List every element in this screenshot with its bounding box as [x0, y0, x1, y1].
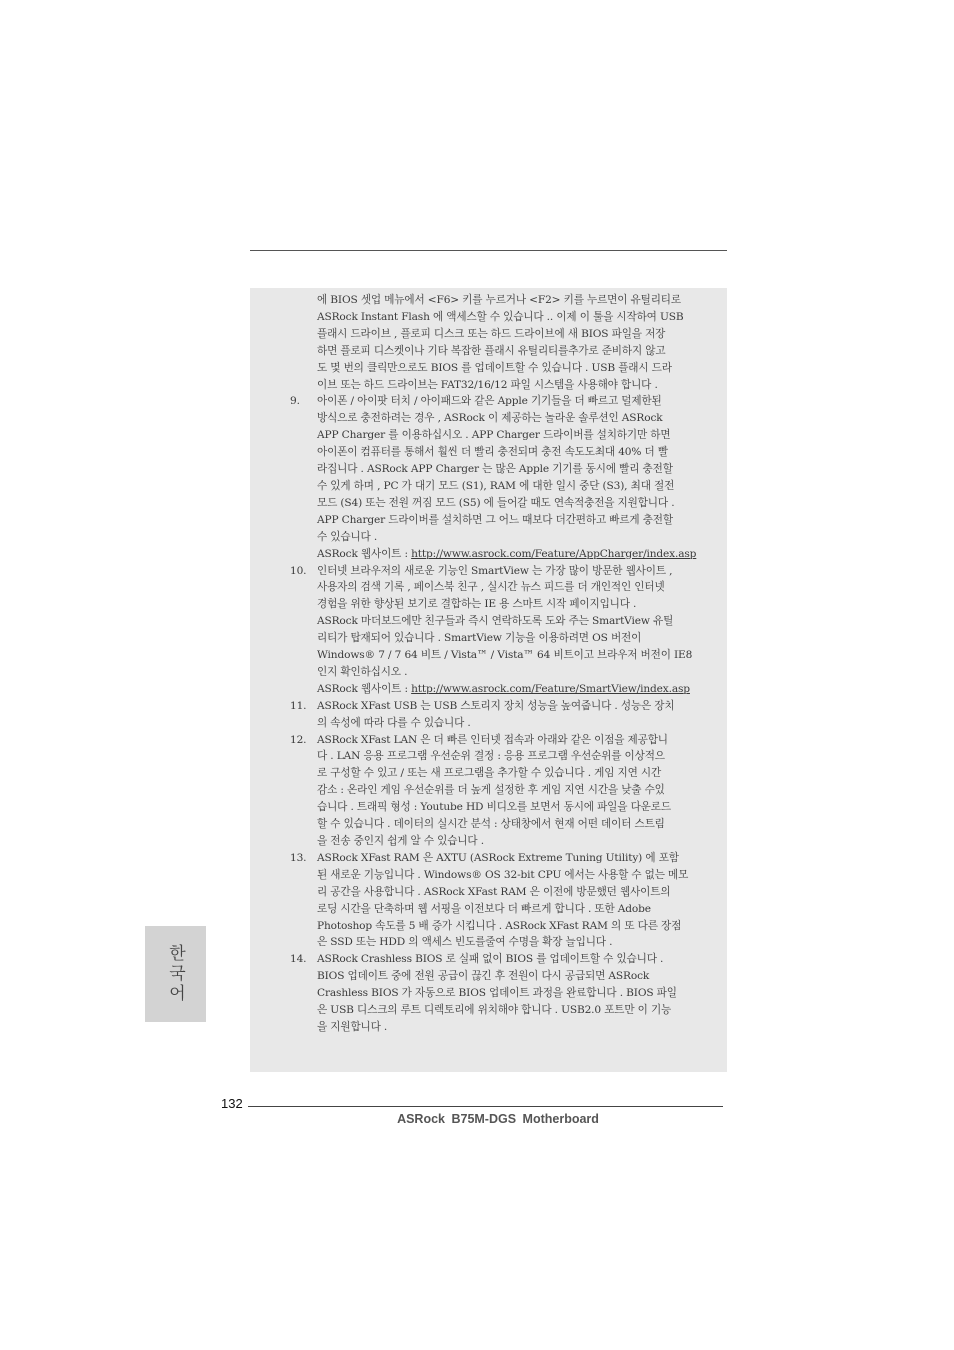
list-item-number: 9.: [290, 395, 300, 408]
text-line: 다 . LAN 응용 프로그램 우선순위 결정 : 응용 프로그램 우선순위를 이상적으: [317, 750, 665, 763]
list-item: [250, 698, 703, 732]
website-link[interactable]: http://www.asrock.com/Feature/AppCharger/index.asp: [411, 547, 697, 560]
text-line: 은 USB 디스크의 루트 디렉토리에 위치해야 합니다 . USB2.0 포트만 이 기능: [317, 1004, 672, 1017]
text-line: 리 공간을 사용합니다 . ASRock XFast RAM 은 이전에 방문했던 웹사이트의: [317, 885, 671, 898]
text-line: 하면 플로피 디스켓이나 기타 복잡한 플래시 유틸리티를추가로 준비하지 않고: [317, 344, 666, 357]
text-line: APP Charger 를 이용하십시오 . APP Charger 드라이버를 설치하기만 하면: [317, 429, 671, 442]
footer-title: ASRock B75M-DGS Motherboard: [397, 1112, 599, 1126]
list-item: [250, 563, 703, 698]
list-item-number: 12.: [290, 733, 307, 746]
text-line: 경험을 위한 향상된 보기로 결합하는 IE 용 스마트 시작 페이지입니다 .: [317, 598, 637, 611]
text-line: 아이폰 / 아이팟 터치 / 아이패드와 같은 Apple 기기들을 더 빠르고 덜제한된: [317, 395, 662, 408]
text-line: 수 있게 하며 , PC 가 대기 모드 (S1), RAM 에 대한 일시 중단 (S3), 최대 절전: [317, 479, 675, 492]
list-item: [250, 850, 703, 951]
text-line: 된 새로운 기능입니다 . Windows® OS 32-bit CPU 에서는 사용할 수 없는 메모: [317, 868, 689, 881]
top-rule: [250, 250, 727, 251]
text-line: ASRock 마더보드에만 친구들과 즉시 연락하도록 도와 주는 SmartView 유틸: [317, 615, 674, 628]
text-line: 감소 : 온라인 게임 우선순위를 더 높게 설정한 후 게임 지연 시간을 낮출 수있: [317, 784, 665, 797]
text-line: 인터넷 브라우저의 새로운 기능인 SmartView 는 가장 많이 방문한 웹사이트 ,: [317, 564, 673, 577]
page-number: 132: [221, 1096, 243, 1111]
text-line: 에 BIOS 셋업 메뉴에서 <F6> 키를 누르거나 <F2> 키를 누르면이 유틸리티로: [317, 294, 681, 306]
text-line: ASRock Crashless BIOS 로 실패 없이 BIOS 를 업데이트할 수 있습니다 .: [317, 953, 664, 966]
text-line: 은 SSD 또는 HDD 의 액세스 빈도를줄여 수명을 확장 늘입니다 .: [317, 936, 613, 949]
text-line: ASRock XFast RAM 은 AXTU (ASRock Extreme Tuning Utility) 에 포함: [317, 851, 679, 864]
language-tab-label: 한국어: [165, 944, 185, 1004]
text-line: 플래시 드라이브 , 플로피 디스크 또는 하드 드라이브에 새 BIOS 파일을 저장: [317, 327, 666, 340]
website-link[interactable]: http://www.asrock.com/Feature/SmartView/index.asp: [411, 682, 690, 695]
list-item: [250, 732, 703, 850]
text-line: 수 있습니다 .: [317, 530, 378, 543]
text-line: 습니다 . 트래픽 형성 : Youtube HD 비디오를 보면서 동시에 파일을 다운로드: [317, 801, 671, 814]
text-line: 로딩 시간을 단축하며 웹 서핑을 이전보다 더 빠르게 합니다 . 또한 Adobe: [317, 902, 651, 915]
text-line: 리티가 탑재되어 있습니다 . SmartView 기능을 이용하려면 OS 버전이: [317, 632, 642, 645]
text-line: ASRock XFast LAN 은 더 빠른 인터넷 접속과 아래와 같은 이점을 제공합니: [317, 733, 668, 746]
content-panel: [250, 288, 727, 1072]
text-line: Photoshop 속도를 5 배 증가 시킵니다 . ASRock XFast RAM 의 또 다른 장점: [317, 919, 682, 932]
text-line: 이브 또는 하드 드라이브는 FAT32/16/12 파일 시스템을 사용해야 합니다 .: [317, 378, 658, 391]
text-line: 을 전송 중인지 쉽게 알 수 있습니다 .: [317, 835, 484, 847]
text-line: ASRock XFast USB 는 USB 스토리지 장치 성능을 높여줍니다 . 성능은 장치: [317, 699, 675, 712]
list-item-number: 13.: [290, 851, 307, 864]
content-body: [250, 292, 727, 1036]
text-line: 아이폰이 컴퓨터를 통해서 훨씬 더 빨리 충전되며 충전 속도도최대 40% 더 빨: [317, 446, 668, 459]
text-line: BIOS 업데이트 중에 전원 공급이 끊긴 후 전원이 다시 공급되면 ASRock: [317, 970, 650, 983]
footer-rule: [248, 1106, 723, 1107]
list-item: [250, 292, 703, 393]
list-item-number: 14.: [290, 953, 307, 966]
text-line: 라집니다 . ASRock APP Charger 는 많은 Apple 기기를 동시에 빨리 충전할: [317, 463, 673, 476]
text-line: 할 수 있습니다 . 데이터의 실시간 분석 : 상태창에서 현재 어떤 데이터 스트림: [317, 818, 665, 831]
text-line: 사용자의 검색 기록 , 페이스북 친구 , 실시간 뉴스 피드를 더 개인적인 인터넷: [317, 581, 665, 594]
list-item-number: 10.: [290, 564, 307, 577]
list-item: [250, 393, 703, 562]
website-line: [317, 546, 703, 563]
text-line: 도 몇 번의 클릭만으로도 BIOS 를 업데이트할 수 있습니다 . USB 플래시 드라: [317, 361, 672, 374]
website-line: [317, 681, 703, 698]
text-line: 로 구성할 수 있고 / 또는 새 프로그램을 추가할 수 있습니다 . 게임 지연 시간: [317, 767, 662, 780]
text-line: 모드 (S4) 또는 전원 꺼짐 모드 (S5) 에 들어갈 때도 연속적충전을 지원합니다 .: [317, 496, 675, 509]
text-line: Windows® 7 / 7 64 비트 / Vista™ / Vista™ 64 비트이고 브라우저 버전이 IE8: [317, 649, 693, 662]
text-line: 의 속성에 따라 다를 수 있습니다 .: [317, 716, 471, 729]
text-line: 을 지원합니다 .: [317, 1020, 388, 1033]
list-item-number: 11.: [290, 699, 307, 712]
website-label: ASRock 웹사이트 :: [317, 547, 412, 560]
text-line: Crashless BIOS 가 자동으로 BIOS 업데이트 과정을 완료합니다 . BIOS 파일: [317, 987, 677, 1000]
text-line: APP Charger 드라이버를 설치하면 그 어느 때보다 더간편하고 빠르게 충전할: [317, 513, 673, 526]
language-tab: [145, 926, 206, 1022]
text-line: 인지 확인하십시오 .: [317, 665, 408, 678]
list-item: [250, 951, 703, 1036]
website-label: ASRock 웹사이트 :: [317, 682, 412, 695]
text-line: 방식으로 충전하려는 경우 , ASRock 이 제공하는 놀라운 솔루션인 ASRock: [317, 412, 663, 425]
text-line: ASRock Instant Flash 에 액세스할 수 있습니다 .. 이제 이 툴을 시작하여 USB: [317, 310, 684, 323]
